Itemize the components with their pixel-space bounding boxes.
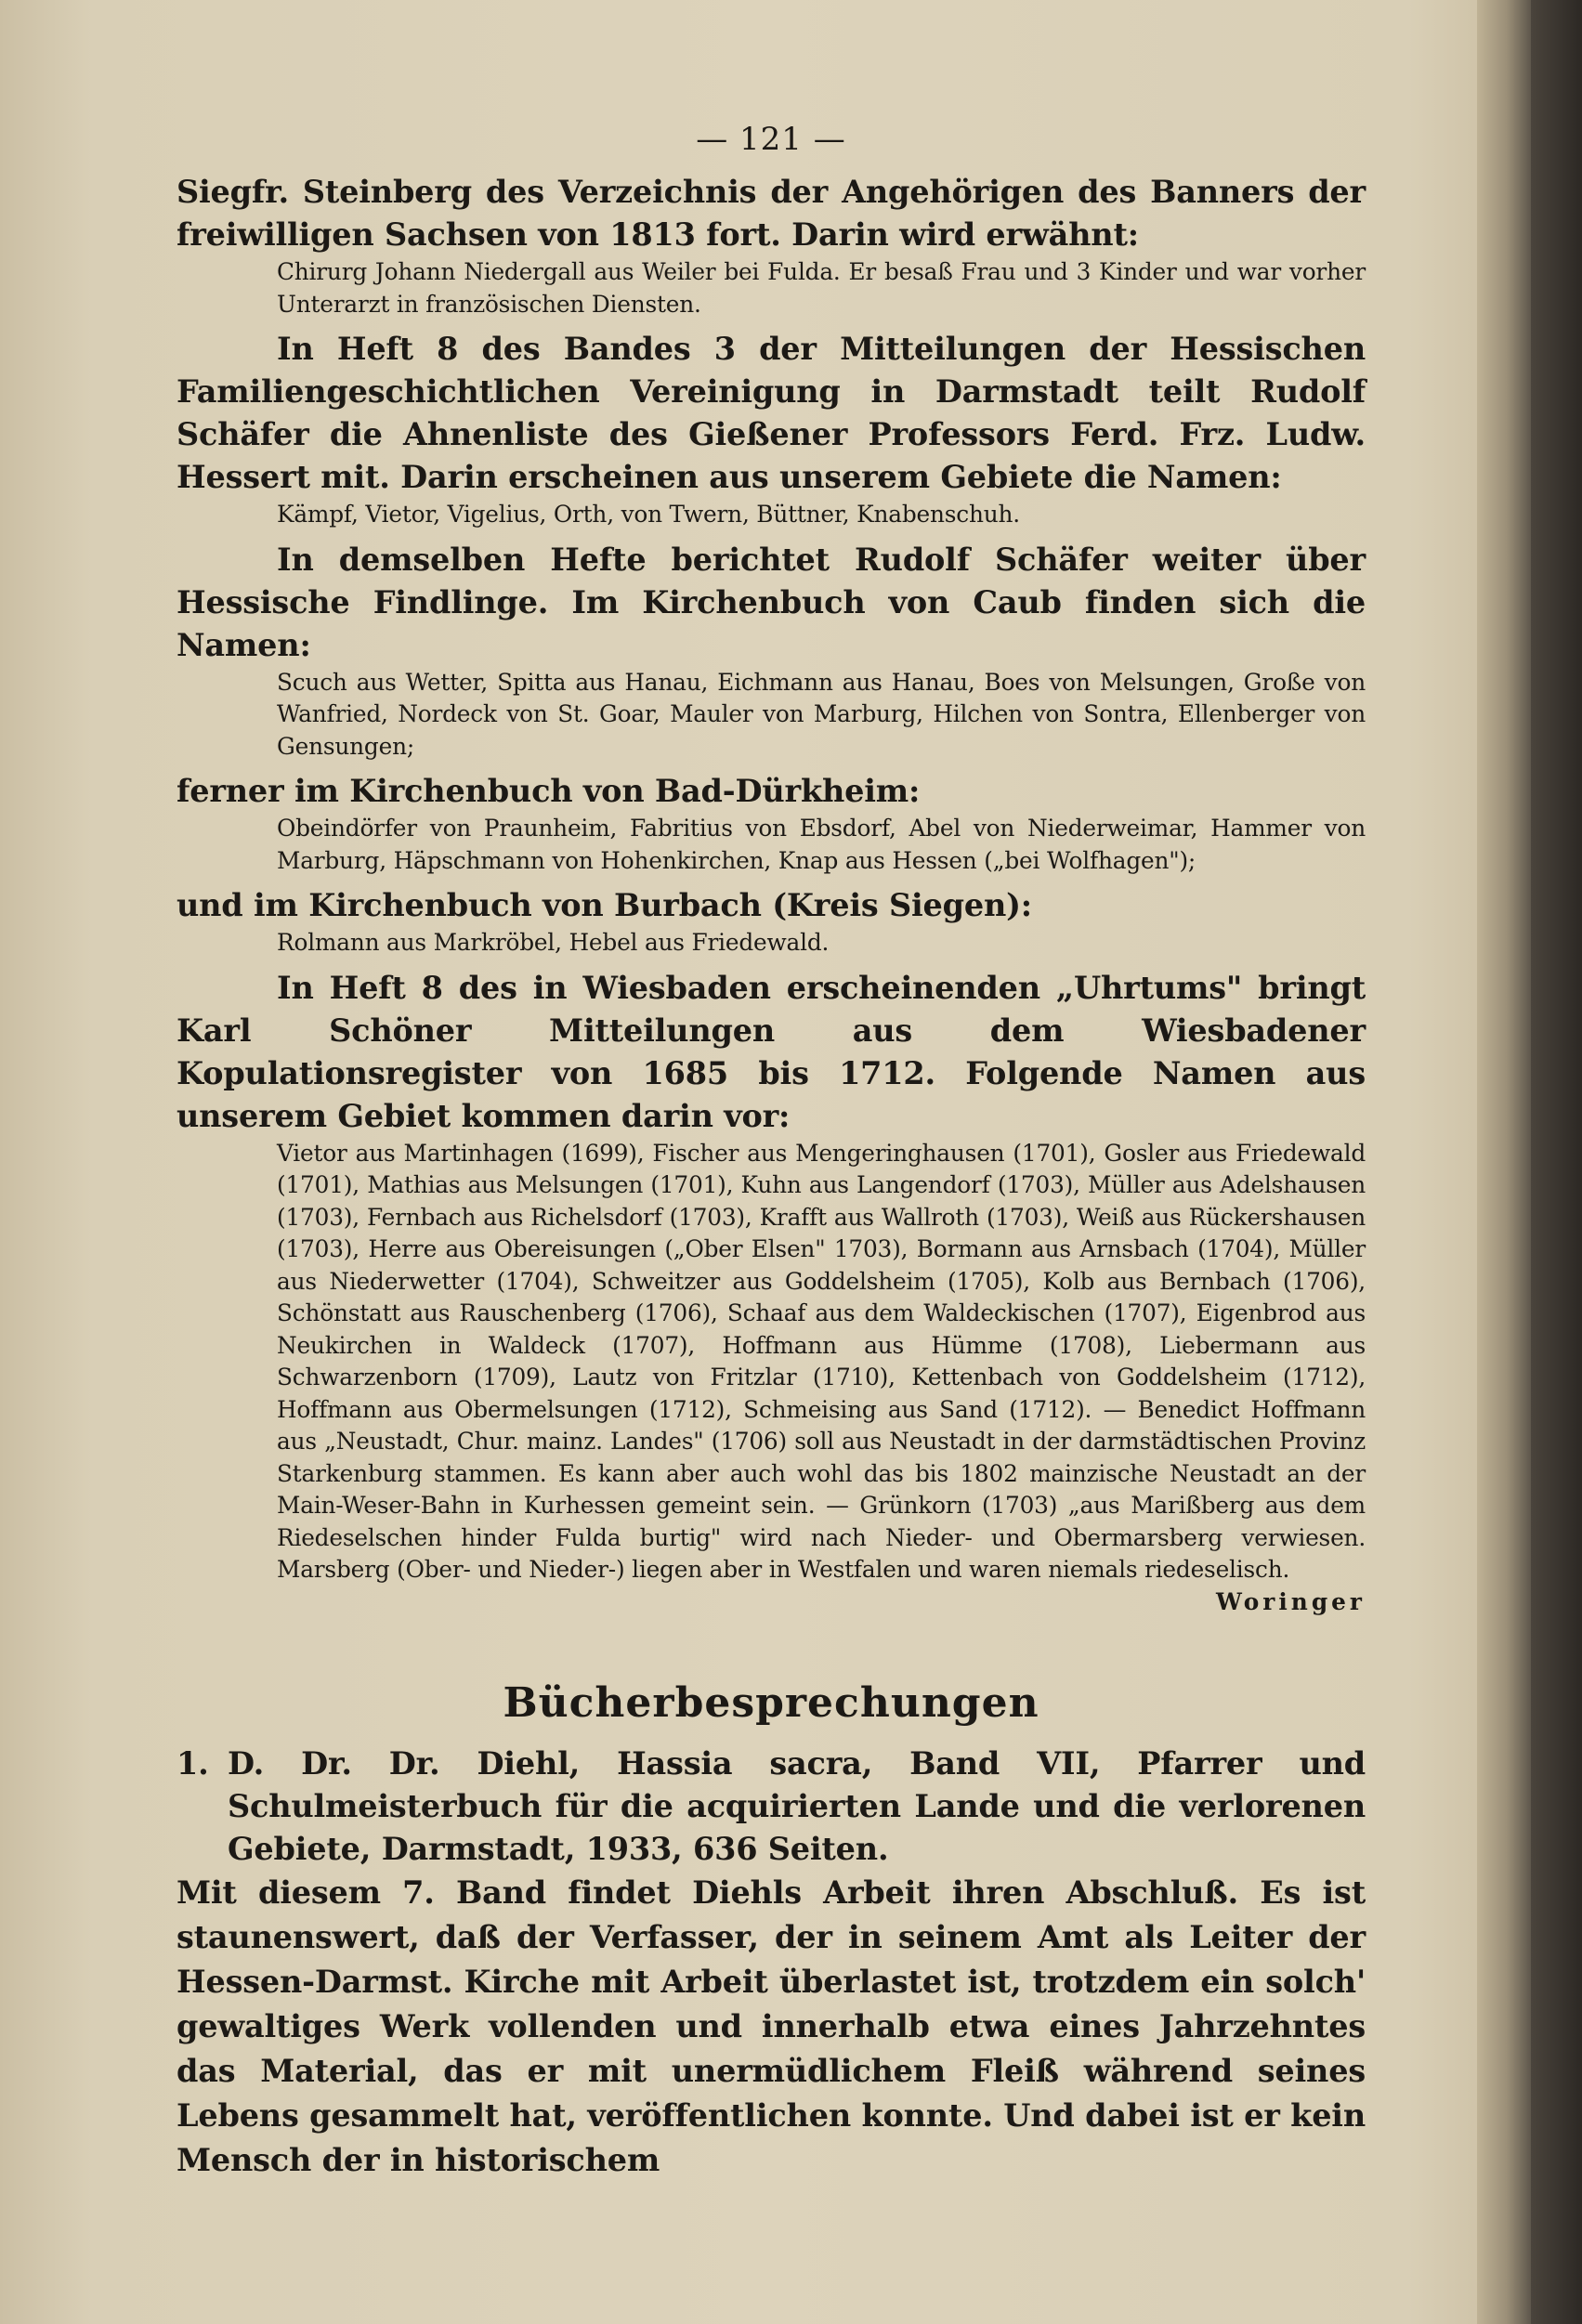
review-entry: [177, 1743, 1366, 1871]
book-edge: [1531, 0, 1582, 2324]
review-title: D. Dr. Dr. Diehl, Hassia sacra, Band VII, Pfarrer und Schulmeisterbuch für die acquirierten Lande und die verlorenen Gebiete, Darmstadt, 1933, 636 Seiten.: [228, 1745, 1366, 1867]
paragraph-burbach-names: Rolmann aus Markröbel, Hebel aus Friedewald.: [277, 929, 830, 956]
paragraph-steinberg: Siegfr. Steinberg des Verzeichnis der Angehörigen des Banners der freiwilligen Sachsen von 1813 fort. Darin wird erwähnt:: [177, 174, 1366, 253]
paragraph-steinberg-detail: Chirurg Johann Niedergall aus Weiler bei Fulda. Er besaß Frau und 3 Kinder und war vorher Unterarzt in französischen Diensten.: [277, 258, 1366, 318]
kopulationsregister-text: Vietor aus Martinhagen (1699), Fischer aus Mengeringhausen (1701), Gosler aus Friedewald (1701), Mathias aus Melsungen (1701), Kuhn aus Langendorf (1703), Müller aus Adelshausen (1703), Fernbach aus Richelsdorf (1703), Krafft aus Wallroth (1703), Weiß aus Rückershausen (1703), Herre aus Obereisungen („Ober Elsen" 1703), Bormann aus Arnsbach (1704), Müller aus Niederwetter (1704), Schweitzer aus Goddelsheim (1705), Kolb aus Bernbach (1706), Schönstatt aus Rauschenberg (1706), Schaaf aus dem Waldeckischen (1707), Eigenbrod aus Neukirchen in Waldeck (1707), Hoffmann aus Hümme (1708), Liebermann aus Schwarzenborn (1709), Lautz von Fritzlar (1710), Kettenbach von Goddelsheim (1712), Hoffmann aus Obermelsungen (1712), Schmeising aus Sand (1712). — Benedict Hoffmann aus „Neustadt, Chur. mainz. Landes" (1706) soll aus Neustadt in der darmstädtischen Provinz Starkenburg stammen. Es kann aber auch wohl das bis 1802 mainzische Neustadt an der Main-Weser-Bahn in Kurhessen gemeint sein. — Grünkorn (1703) „aus Marißberg aus dem Riedeselschen hinder Fulda burtig" wird nach Nieder- und Obermarsberg verwiesen. Marsberg (Ober- und Nieder-) liegen aber in Westfalen und waren niemals riedeselisch.: [277, 1139, 1366, 1583]
paragraph-bad-duerkheim: ferner im Kirchenbuch von Bad-Dürkheim:: [177, 773, 921, 809]
section-heading: Bücherbesprechungen: [503, 1679, 1039, 1727]
paragraph-findlinge: In demselben Hefte berichtet Rudolf Schäfer weiter über Hessische Findlinge. Im Kirchenbuch von Caub finden sich die Namen:: [177, 541, 1366, 663]
review-number: 1.: [177, 1745, 209, 1782]
book-gutter: [1477, 0, 1531, 2324]
paragraph-heft8-mitteilungen: In Heft 8 des Bandes 3 der Mitteilungen der Hessischen Familiengeschichtlichen Vereinigung in Darmstadt teilt Rudolf Schäfer die Ahnenliste des Gießener Professors Ferd. Frz. Ludw. Hessert mit. Darin erscheinen aus unserem Gebiete die Namen:: [177, 331, 1366, 495]
paragraph-uhrtums: In Heft 8 des in Wiesbaden erscheinenden „Uhrtums" bringt Karl Schöner Mitteilungen aus dem Wiesbadener Kopulationsregister von 1685 bis 1712. Folgende Namen aus unserem Gebiet kommen darin vor:: [177, 969, 1366, 1134]
paragraph-ahnenliste-names: Kämpf, Vietor, Vigelius, Orth, von Twern, Büttner, Knabenschuh.: [277, 501, 1020, 528]
page-number: — 121 —: [696, 121, 846, 158]
paragraph-kopulationsregister-names: [177, 1138, 1366, 1615]
paragraph-bad-duerkheim-names: Obeindörfer von Praunheim, Fabritius von Ebsdorf, Abel von Niederweimar, Hammer von Marburg, Häpschmann von Hohenkirchen, Knap aus Hessen („bei Wolfhagen");: [277, 815, 1366, 874]
page-text-block: [177, 121, 1366, 2183]
review-body: Mit diesem 7. Band findet Diehls Arbeit ihren Abschluß. Es ist staunenswert, daß der Verfasser, der in seinem Amt als Leiter der Hessen-Darmst. Kirche mit Arbeit überlastet ist, trotzdem ein solch' gewaltiges Werk vollenden und innerhalb etwa eines Jahrzehntes das Material, das er mit unermüdlichem Fleiß während seines Lebens gesammelt hat, veröffentlichen konnte. Und dabei ist er kein Mensch der in historischem: [177, 1874, 1366, 2178]
paragraph-burbach: und im Kirchenbuch von Burbach (Kreis Siegen):: [177, 887, 1032, 923]
paragraph-caub-names: Scuch aus Wetter, Spitta aus Hanau, Eichmann aus Hanau, Boes von Melsungen, Große von Wanfried, Nordeck von St. Goar, Mauler von Marburg, Hilchen von Sontra, Ellenberger von Gensungen;: [277, 668, 1366, 760]
author-signature: Woringer: [1215, 1587, 1366, 1615]
